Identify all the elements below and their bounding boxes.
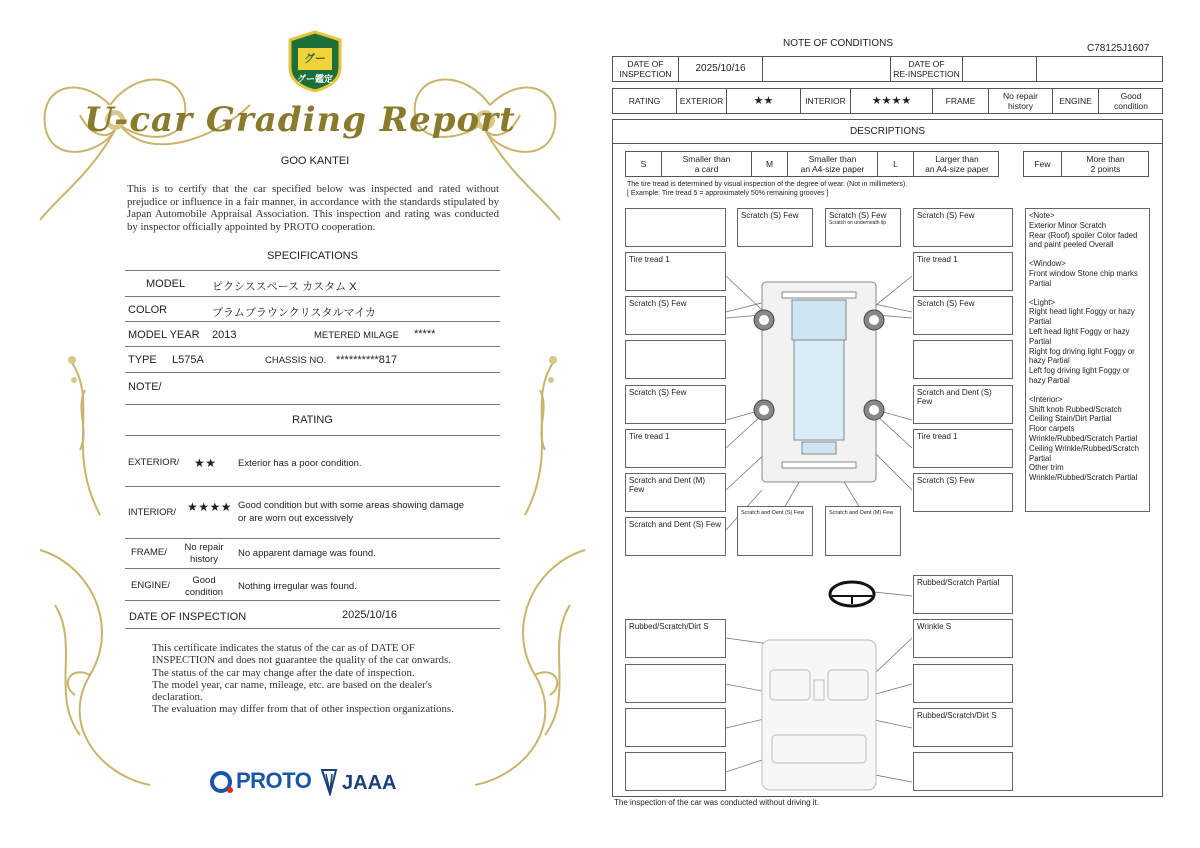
int-box-right-1: Wrinkle S	[913, 619, 1013, 658]
model-value: ピクシススペース カスタム X	[212, 281, 357, 293]
interior-stars: ★★★★	[851, 89, 933, 113]
model-label: MODEL	[146, 278, 186, 290]
reinspection-label: DATE OF RE-INSPECTION	[891, 57, 963, 81]
date-of-inspection-value: 2025/10/16	[342, 609, 398, 621]
report-id: C78125J1607	[1087, 43, 1150, 54]
interior-label: INTERIOR	[801, 89, 851, 113]
color-label: COLOR	[128, 304, 168, 316]
size-legend: S Smaller than a card M Smaller than an A4-size paper L Larger than an A4-size paper	[625, 151, 999, 177]
engine-label: ENGINE	[1053, 89, 1099, 113]
ext-box-left-3: Scratch (S) Few	[625, 296, 726, 335]
report-title: U-car Grading Report	[84, 100, 516, 140]
frame-value: No repair history	[184, 542, 224, 565]
model-year-label: MODEL YEAR	[128, 329, 200, 341]
ext-box-left-2: Tire tread 1	[625, 252, 726, 291]
inspection-dates-row	[612, 56, 1163, 82]
specifications-heading: SPECIFICATIONS	[267, 250, 358, 262]
jaaa-logo-icon	[318, 768, 340, 796]
ext-box-right-3: Scratch (S) Few	[913, 296, 1013, 335]
car-interior-view-icon	[762, 640, 876, 790]
engine-value: Good condition	[1113, 91, 1149, 111]
frame-label: FRAME/	[131, 547, 167, 558]
int-box-right-3: Rubbed/Scratch/Dirt S	[913, 708, 1013, 747]
int-box-left-1: Rubbed/Scratch/Dirt S	[625, 619, 726, 658]
proto-logo: PROTO	[236, 768, 312, 793]
int-box-right-4	[913, 752, 1013, 791]
int-box-right-2	[913, 664, 1013, 703]
few-legend: Few More than 2 points	[1023, 151, 1149, 177]
engine-value: Good condition	[184, 575, 224, 598]
rating-label: RATING	[613, 89, 677, 113]
ext-box-right-7: Scratch (S) Few	[913, 473, 1013, 512]
rating-heading: RATING	[292, 414, 333, 426]
interior-label: INTERIOR/	[128, 507, 177, 518]
int-box-left-3	[625, 708, 726, 747]
ext-box-top-left	[625, 208, 726, 247]
condition-notes: <Note> Exterior Minor Scratch Rear (Roof) spoiler Color faded and paint peeled Overall <Window> Front window Stone chip marks Partial <Light> Right head light Foggy or hazy Partial Left head light Foggy or hazy Partial Right fog driving light Foggy or hazy Partial Left fog driving light Foggy or hazy Partial <Interior> Shift knob Rubbed/Scratch Ceiling Stain/Dirt Partial Floor carpets Wrinkle/Rubbed/Scratch Partial Ceiling Wrinkle/Rubbed/Scratch Partial Other trim Wrinkle/Rubbed/Scratch Partial	[1025, 208, 1150, 512]
frame-label: FRAME	[933, 89, 989, 113]
chassis-label: CHASSIS NO.	[265, 355, 327, 366]
badge-text: グー鑑定	[296, 75, 334, 85]
ext-box-left-6: Tire tread 1	[625, 429, 726, 468]
exterior-label: EXTERIOR	[677, 89, 727, 113]
ext-box-right-4	[913, 340, 1013, 379]
reinspection-value	[963, 57, 1037, 81]
ext-box-top-mid-left: Scratch (S) Few	[737, 208, 813, 247]
frame-value: No repair history	[989, 89, 1053, 113]
ornament-right-side	[515, 350, 565, 520]
ext-box-right-5: Scratch and Dent (S) Few	[913, 385, 1013, 424]
ext-box-bottom-mid-right: Scratch and Dent (M) Few	[825, 506, 901, 556]
int-box-steering: Rubbed/Scratch Partial	[913, 575, 1013, 614]
frame-description: No apparent damage was found.	[238, 548, 376, 559]
date-of-inspection-label: DATE OF INSPECTION	[129, 611, 247, 623]
report-subtitle: GOO KANTEI	[280, 155, 350, 167]
proto-logo-icon	[210, 770, 234, 794]
metered-mileage-value: *****	[414, 328, 436, 340]
certification-text: This is to certify that the car specified below was inspected and rated without prejudice or influence in a fair manner, in accordance with the standards stipulated by Japan Automobile Appraisal Association. This inspection and rating was conducted by inspector officially appointed by PROTO cooperation.	[127, 183, 499, 233]
color-value: プラムブラウンクリスタルマイカ	[212, 307, 376, 319]
ext-box-bottom-mid-left: Scratch and Dent (S) Few	[737, 506, 813, 556]
ornament-bottom-right	[465, 545, 595, 795]
ext-box-right-6: Tire tread 1	[913, 429, 1013, 468]
int-box-left-4	[625, 752, 726, 791]
metered-mileage-label: METERED MILAGE	[314, 330, 399, 341]
ext-box-left-5: Scratch (S) Few	[625, 385, 726, 424]
note-title: NOTE OF CONDITIONS	[783, 38, 893, 49]
steering-wheel-icon	[830, 582, 874, 606]
interior-description-line1: Good condition but with some areas showing damage	[238, 500, 465, 511]
jaaa-logo: JAAA	[342, 772, 397, 794]
type-label: TYPE	[128, 354, 157, 366]
ext-box-left-8: Scratch and Dent (S) Few	[625, 517, 726, 556]
ornament-left-side	[60, 350, 110, 520]
exterior-label: EXTERIOR/	[128, 457, 180, 468]
exterior-stars: ★★	[194, 456, 217, 470]
exterior-description: Exterior has a poor condition.	[238, 458, 362, 469]
note-label: NOTE/	[128, 381, 162, 393]
interior-stars: ★★★★	[187, 500, 233, 514]
engine-description: Nothing irregular was found.	[238, 581, 357, 592]
interior-description-line2: or are worn out excessively	[238, 513, 354, 524]
ext-box-left-4	[625, 340, 726, 379]
svg-text:グー: グー	[304, 52, 326, 65]
date-of-inspection-label: DATE OF INSPECTION	[613, 57, 679, 81]
int-box-left-2	[625, 664, 726, 703]
ext-box-top-right: Scratch (S) Few	[913, 208, 1013, 247]
descriptions-heading: DESCRIPTIONS	[612, 119, 1163, 144]
date-of-inspection-value: 2025/10/16	[679, 57, 763, 81]
model-year-value: 2013	[212, 329, 237, 341]
inspection-footer-note: The inspection of the car was conducted without driving it.	[614, 798, 819, 807]
certificate-footer: This certificate indicates the status of the car as of DATE OF INSPECTION and does not guarantee the quality of the car onwards. The status of the car may change after the date of inspection. The model year, car name, mileage, etc. are based on the dealer's declaration. The evaluation may differ from that of other inspection organizations.	[152, 642, 454, 716]
car-top-view-icon	[754, 282, 884, 482]
type-value: L575A	[172, 354, 204, 366]
ext-box-left-7: Scratch and Dent (M) Few	[625, 473, 726, 512]
chassis-value: **********817	[336, 354, 398, 366]
engine-label: ENGINE/	[131, 580, 171, 591]
goo-kantei-badge-icon	[286, 30, 344, 92]
rating-row	[612, 88, 1163, 114]
exterior-stars: ★★	[727, 89, 801, 113]
tire-tread-note: The tire tread is determined by visual inspection of the degree of wear. (Not in millimeters). [ Example: Tire tread 5 = approximately 50% remaining grooves ]	[627, 181, 908, 197]
ext-box-top-mid-right: Scratch (S) Few Scratch on underneath lip	[825, 208, 901, 247]
ext-box-right-2: Tire tread 1	[913, 252, 1013, 291]
